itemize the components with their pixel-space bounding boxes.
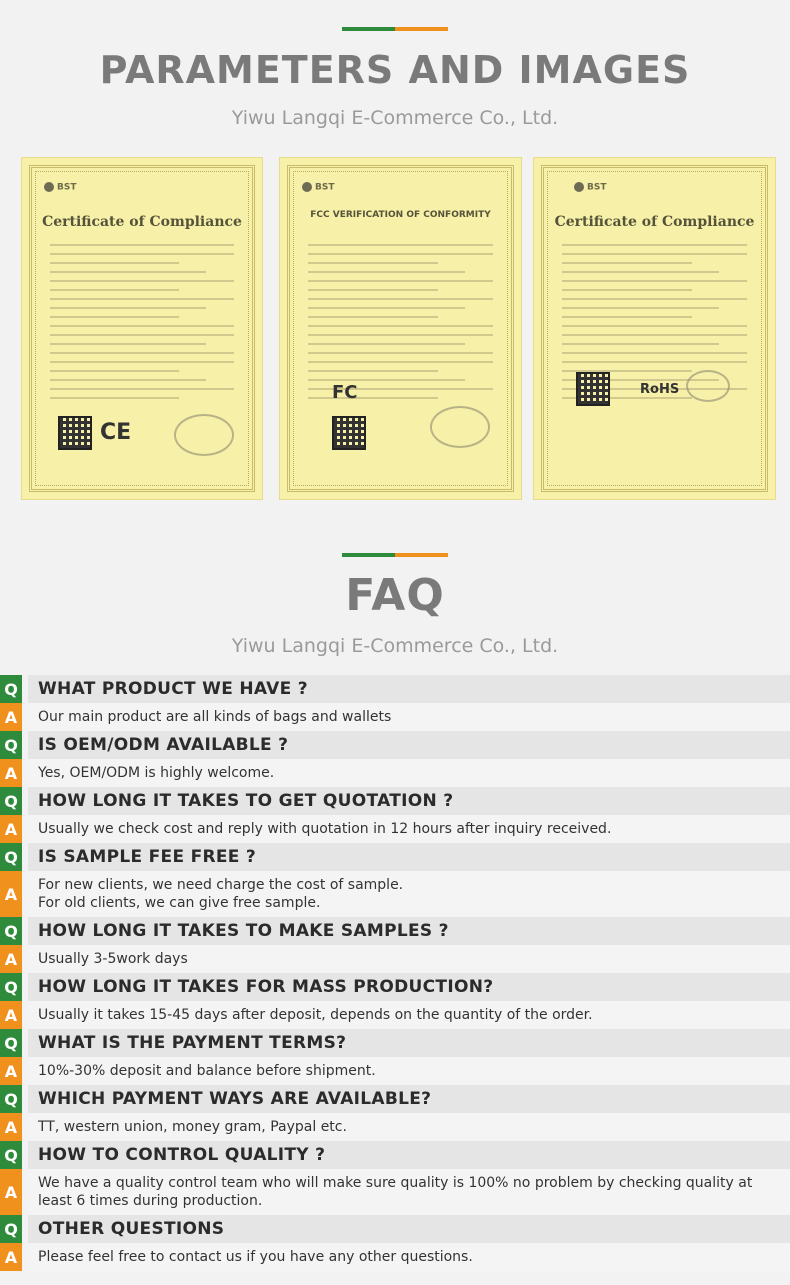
- seal-stamp: [174, 414, 234, 456]
- faq-answer-line: Our main product are all kinds of bags and wallets: [38, 709, 392, 725]
- faq-question-row: [0, 1029, 790, 1057]
- faq-answer: [28, 1243, 790, 1271]
- faq-answer-row: [0, 1169, 790, 1215]
- question-badge: Q: [0, 1085, 22, 1113]
- question-badge: Q: [0, 917, 22, 945]
- faq-header: [0, 553, 790, 657]
- answer-badge: A: [0, 1057, 22, 1085]
- faq-answer: [28, 759, 790, 787]
- faq-question-row: [0, 675, 790, 703]
- bst-logo: BST: [44, 182, 76, 193]
- faq-question: IS SAMPLE FEE FREE ?: [28, 843, 790, 871]
- faq-question: WHAT PRODUCT WE HAVE ?: [28, 675, 790, 703]
- faq-answer-row: [0, 759, 790, 787]
- answer-badge: A: [0, 945, 22, 973]
- faq-question: HOW LONG IT TAKES FOR MASS PRODUCTION?: [28, 973, 790, 1001]
- faq-answer: [28, 815, 790, 843]
- faq-question: HOW TO CONTROL QUALITY ?: [28, 1141, 790, 1169]
- faq-answer-row: [0, 871, 790, 917]
- faq-answer-row: [0, 1113, 790, 1141]
- certificate-image-fcc: [279, 157, 522, 500]
- faq-question: HOW LONG IT TAKES TO MAKE SAMPLES ?: [28, 917, 790, 945]
- faq-question-row: [0, 1141, 790, 1169]
- faq-answer: [28, 1169, 790, 1215]
- faq-answer: [28, 703, 790, 731]
- faq-question: IS OEM/ODM AVAILABLE ?: [28, 731, 790, 759]
- faq-answer-row: [0, 1057, 790, 1085]
- faq-list: [0, 675, 790, 1271]
- certificate-image-rohs: [533, 157, 776, 500]
- faq-question: OTHER QUESTIONS: [28, 1215, 790, 1243]
- faq-title: FAQ: [345, 570, 445, 621]
- faq-answer-line: Usually it takes 15-45 days after deposit, depends on the quantity of the order.: [38, 1007, 593, 1023]
- accent-bar: [342, 553, 448, 557]
- question-badge: Q: [0, 731, 22, 759]
- seal-stamp: [430, 406, 490, 448]
- question-badge: Q: [0, 843, 22, 871]
- faq-answer-line: Usually 3-5work days: [38, 951, 188, 967]
- certificate-title: Certificate of Compliance: [554, 214, 755, 230]
- faq-answer-row: [0, 1001, 790, 1029]
- faq-answer: [28, 1113, 790, 1141]
- faq-question-row: [0, 787, 790, 815]
- answer-badge: A: [0, 1243, 22, 1271]
- faq-answer-line: Please feel free to contact us if you have any other questions.: [38, 1249, 473, 1265]
- faq-question-row: [0, 917, 790, 945]
- faq-answer-line: For new clients, we need charge the cost of sample.: [38, 877, 404, 893]
- faq-question: HOW LONG IT TAKES TO GET QUOTATION ?: [28, 787, 790, 815]
- faq-answer-line: 10%-30% deposit and balance before shipment.: [38, 1063, 376, 1079]
- qr-code-icon: [332, 416, 366, 450]
- ce-mark: CE: [100, 420, 132, 445]
- rohs-mark: RoHS: [640, 382, 680, 397]
- answer-badge: A: [0, 1001, 22, 1029]
- faq-question-row: [0, 1215, 790, 1243]
- faq-question-row: [0, 1085, 790, 1113]
- bst-logo: BST: [574, 182, 606, 193]
- answer-badge: A: [0, 703, 22, 731]
- bst-logo: BST: [302, 182, 334, 193]
- faq-answer-line: Usually we check cost and reply with quotation in 12 hours after inquiry received.: [38, 821, 612, 837]
- answer-badge: A: [0, 1169, 22, 1215]
- question-badge: Q: [0, 787, 22, 815]
- answer-badge: A: [0, 871, 22, 917]
- certificate-gallery: [0, 157, 790, 502]
- faq-question-row: [0, 731, 790, 759]
- certificate-title: FCC VERIFICATION OF CONFORMITY: [310, 210, 491, 220]
- parameters-subtitle: Yiwu Langqi E-Commerce Co., Ltd.: [231, 107, 559, 129]
- question-badge: Q: [0, 1141, 22, 1169]
- faq-answer: [28, 945, 790, 973]
- answer-badge: A: [0, 759, 22, 787]
- faq-subtitle: Yiwu Langqi E-Commerce Co., Ltd.: [231, 635, 559, 657]
- fcc-mark: FC: [332, 382, 358, 403]
- faq-answer-line: For old clients, we can give free sample.: [38, 895, 321, 911]
- faq-answer-row: [0, 1243, 790, 1271]
- qr-code-icon: [576, 372, 610, 406]
- accent-bar: [342, 27, 448, 31]
- seal-stamp: [686, 370, 730, 402]
- faq-answer-line: Yes, OEM/ODM is highly welcome.: [38, 765, 275, 781]
- parameters-header: [0, 0, 790, 157]
- answer-badge: A: [0, 815, 22, 843]
- question-badge: Q: [0, 1215, 22, 1243]
- faq-answer-line: TT, western union, money gram, Paypal etc.: [38, 1119, 347, 1135]
- qr-code-icon: [58, 416, 92, 450]
- certificate-title: Certificate of Compliance: [42, 214, 242, 230]
- faq-question-row: [0, 843, 790, 871]
- faq-answer-line: We have a quality control team who will make sure quality is 100% no problem by checking quality at least 6 times during production.: [38, 1175, 753, 1209]
- question-badge: Q: [0, 973, 22, 1001]
- faq-question-row: [0, 973, 790, 1001]
- parameters-title: PARAMETERS AND IMAGES: [99, 48, 691, 92]
- faq-answer-row: [0, 945, 790, 973]
- faq-answer-row: [0, 703, 790, 731]
- faq-answer-row: [0, 815, 790, 843]
- faq-answer: [28, 871, 790, 917]
- certificate-image-ce: [21, 157, 263, 500]
- faq-question: WHICH PAYMENT WAYS ARE AVAILABLE?: [28, 1085, 790, 1113]
- faq-answer: [28, 1001, 790, 1029]
- question-badge: Q: [0, 1029, 22, 1057]
- question-badge: Q: [0, 675, 22, 703]
- faq-answer: [28, 1057, 790, 1085]
- faq-question: WHAT IS THE PAYMENT TERMS?: [28, 1029, 790, 1057]
- answer-badge: A: [0, 1113, 22, 1141]
